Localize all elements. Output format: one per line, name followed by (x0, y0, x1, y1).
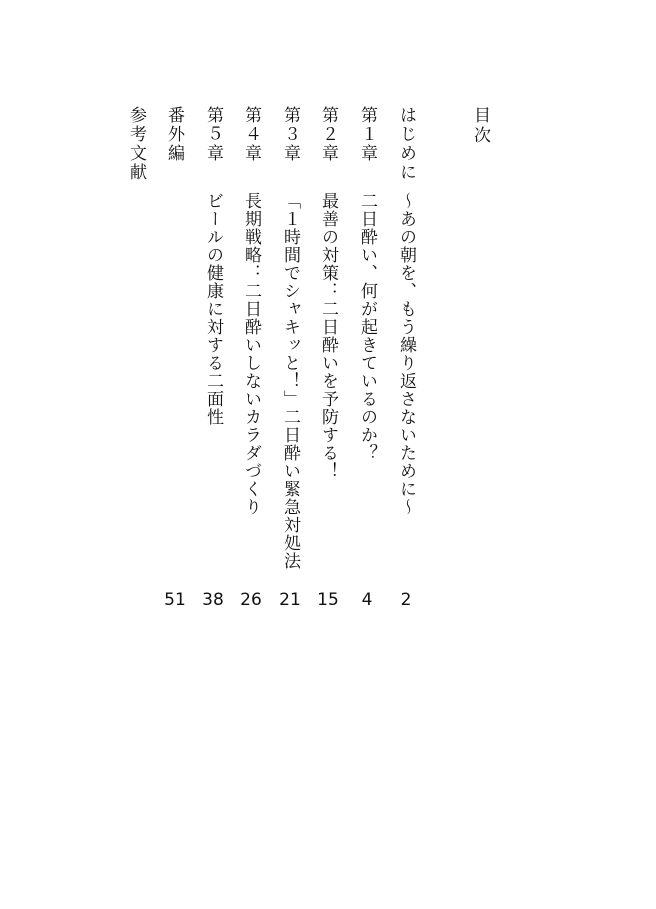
toc-entry-page: 2 (400, 590, 412, 610)
toc-entry-label: 第２章 (318, 106, 338, 163)
toc-entry-label: 第１章 (357, 106, 377, 163)
toc-entry-text: 最善の対策：二日酔いを予防する！ (318, 192, 338, 480)
toc-entry-label: はじめに (396, 106, 416, 182)
toc-entry-page: 4 (361, 590, 373, 610)
toc-entry-page: 21 (279, 590, 301, 610)
toc-entry-text: 「１時間でシャキッと！」二日酔い緊急対処法 (280, 192, 300, 570)
toc-title: 目次 (470, 106, 490, 146)
toc-entry-label: 番外編 (164, 106, 184, 163)
toc-entry-label: 第５章 (203, 106, 223, 163)
toc-entry-label: 第３章 (280, 106, 300, 163)
toc-entry-text: ～あの朝を、もう繰り返さないために～ (396, 192, 416, 516)
toc-entry-page: 38 (202, 590, 224, 610)
toc-entry-label: 参考文献 (126, 106, 146, 182)
toc-entry-page: 26 (240, 590, 262, 610)
toc-entry-page: 51 (164, 590, 186, 610)
toc-entry-page: 15 (317, 590, 339, 610)
toc-entry-label: 第４章 (241, 106, 261, 163)
toc-entry-text: ビールの健康に対する二面性 (203, 192, 223, 426)
toc-entry-text: 長期戦略：二日酔いしないカラダづくり (241, 192, 261, 516)
toc-entry-text: 二日酔い、何が起きているのか？ (357, 192, 377, 462)
